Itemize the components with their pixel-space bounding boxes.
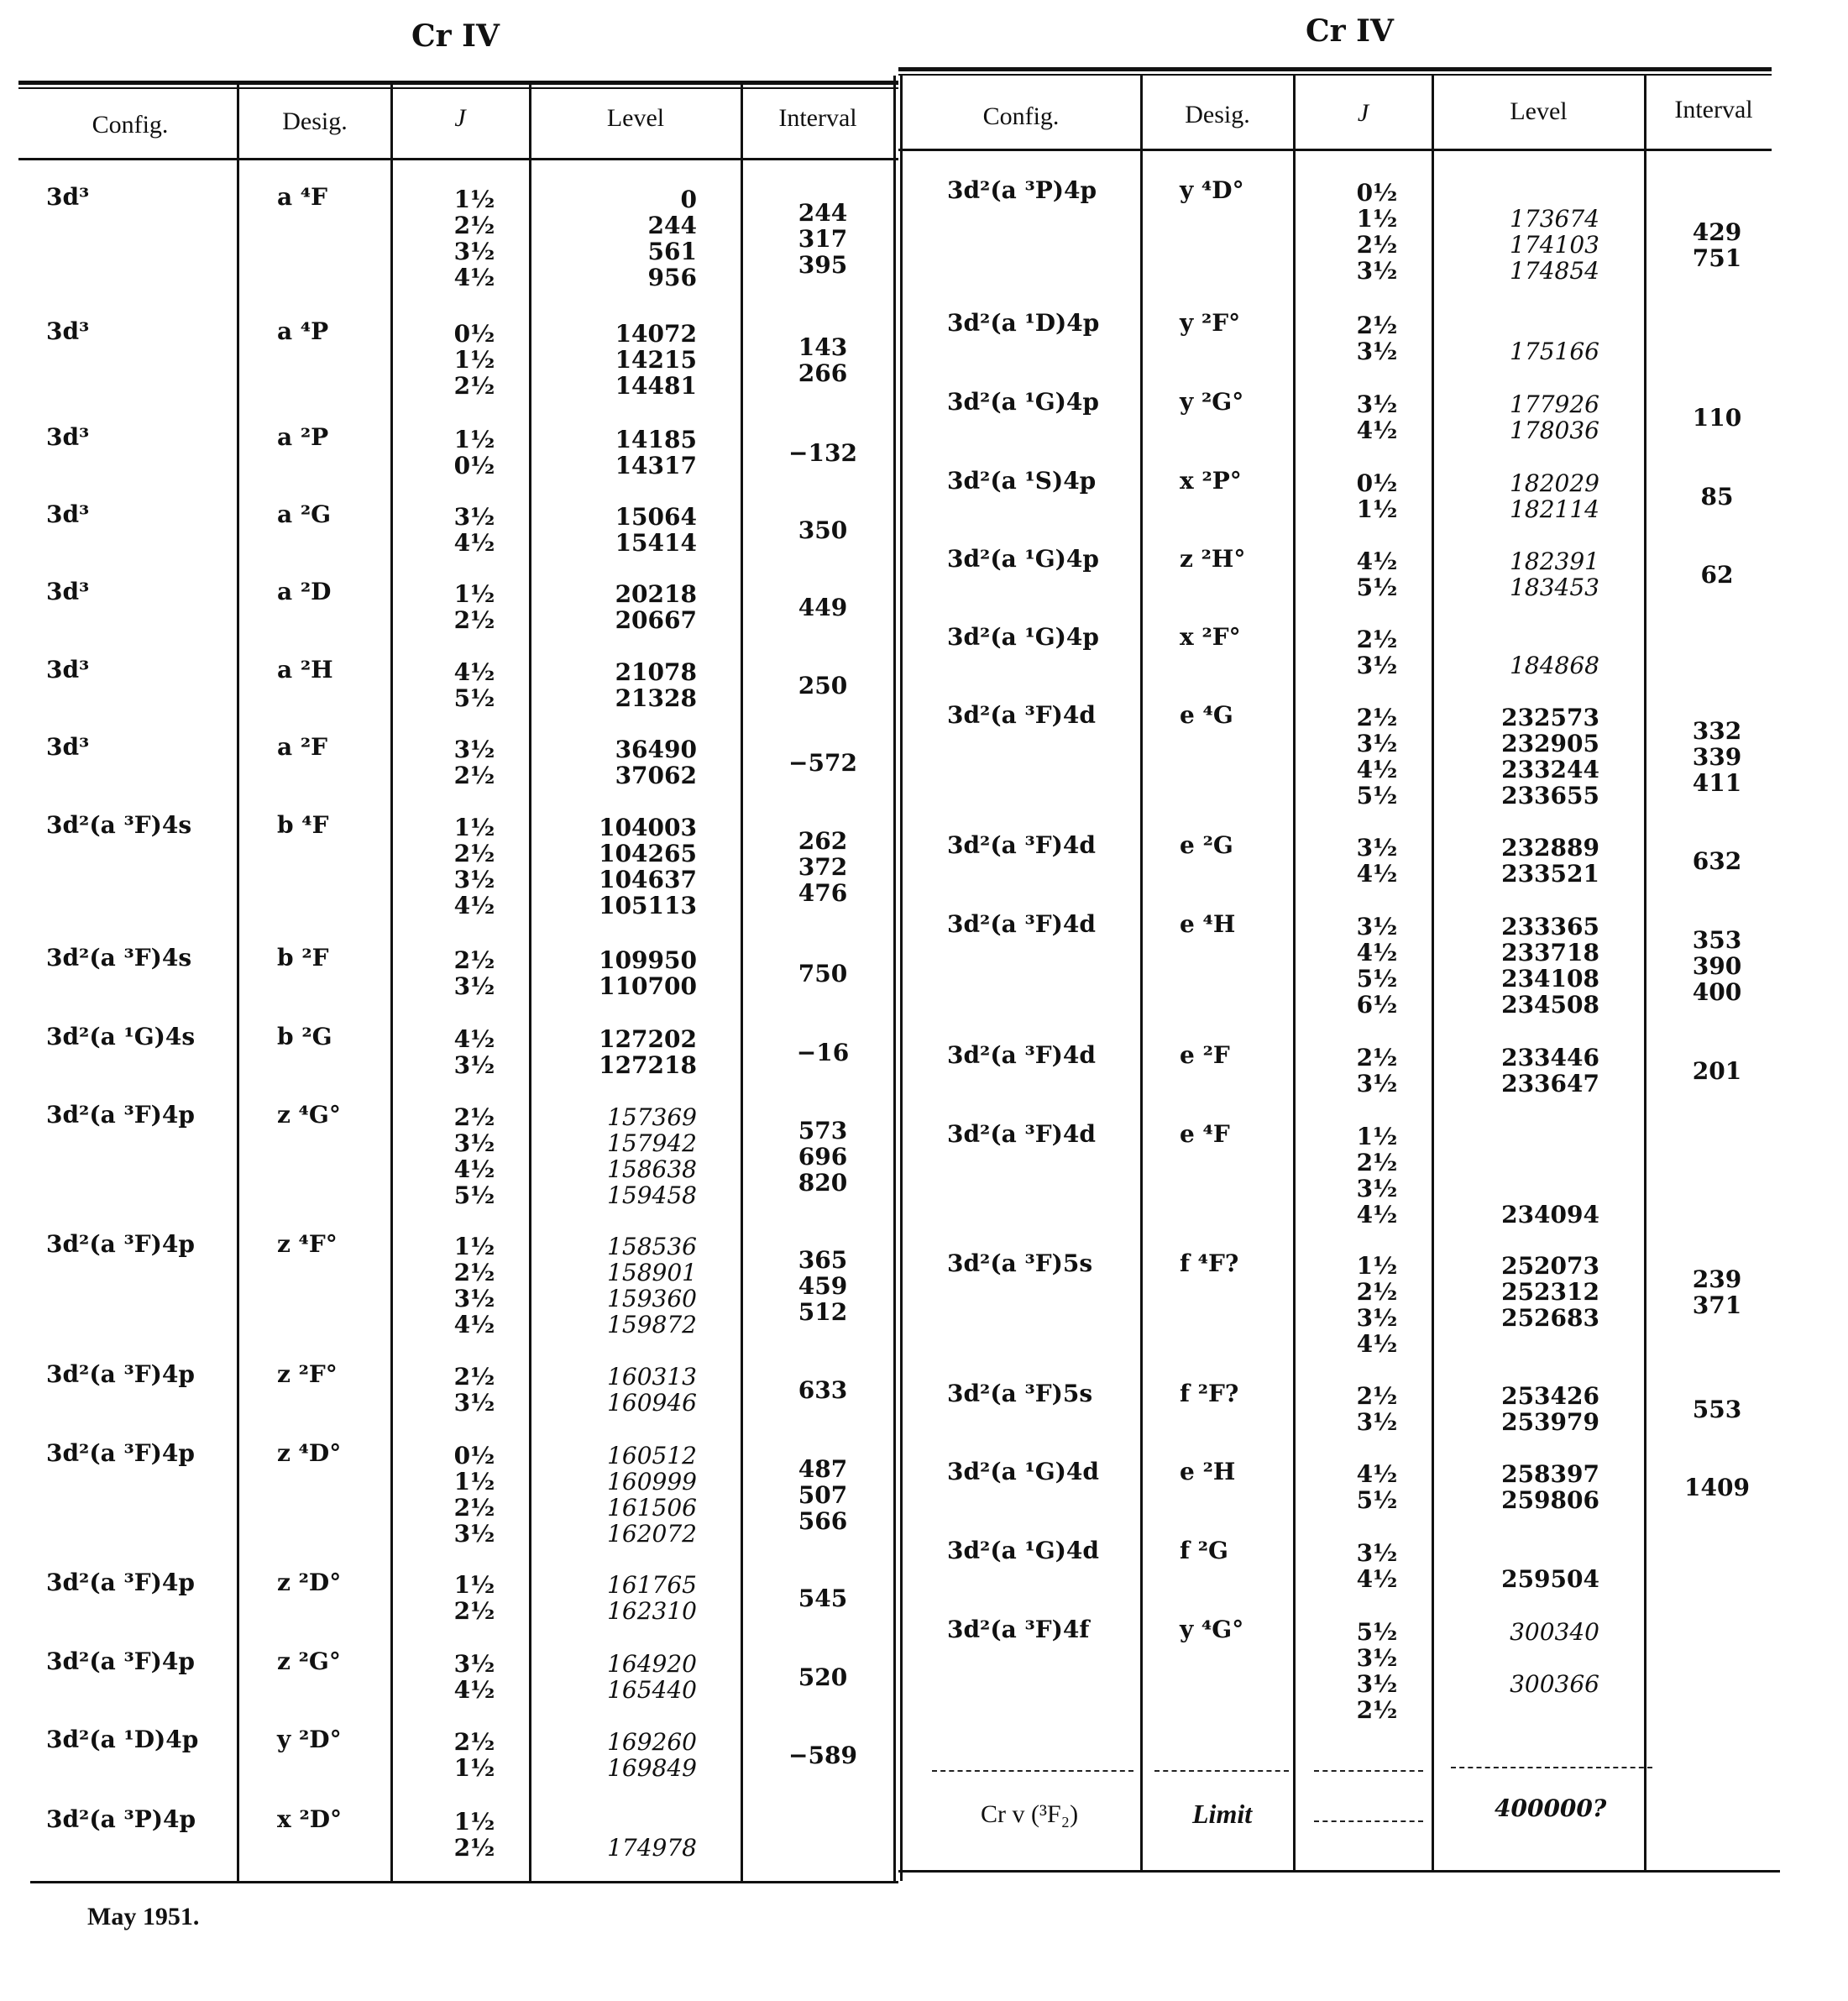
row-designation: a ⁴P [277,317,329,345]
row-j-values: 5½ 3½ 3½ 2½ [1356,1618,1398,1724]
row-levels: 104003 104265 104637 105113 [599,814,697,919]
row-intervals: −132 [788,439,857,467]
row-designation: z ²H° [1180,545,1246,573]
header-j: J [1357,99,1369,127]
row-designation: b ⁴F [277,811,329,839]
row-j-values: 2½ 3½ [1356,312,1398,365]
row-config: 3d²(a ¹G)4p [947,388,1099,416]
row-config: 3d²(a ¹G)4d [947,1537,1099,1564]
row-intervals: −572 [788,749,857,777]
row-levels: 300340 300366 [1510,1618,1599,1698]
row-config: 3d²(a ³P)4p [46,1805,196,1833]
footer-date: May 1951. [87,1903,200,1930]
col-divider [1644,74,1646,1871]
row-j-values: 4½ 3½ [453,1025,495,1079]
row-intervals: 632 [1692,847,1742,875]
row-intervals: −589 [788,1742,857,1769]
row-designation: x ²F° [1180,623,1241,651]
row-config: 3d²(a ³F)4f [947,1616,1090,1643]
top-rule-right-thick [898,67,1772,71]
limit-j-dashes [1314,1820,1423,1822]
row-config: 3d³ [46,656,90,684]
row-j-values: 3½ 4½ 5½ 6½ [1356,913,1398,1019]
row-designation: z ⁴G° [277,1101,341,1129]
row-config: 3d²(a ¹D)4p [46,1726,199,1753]
row-designation: e ⁴H [1180,910,1236,938]
row-intervals: 239 371 [1692,1265,1742,1319]
row-levels: 160512 160999 161506 162072 [607,1442,697,1548]
row-designation: f ²F? [1180,1380,1239,1407]
row-config: 3d²(a ³P)4p [947,176,1097,204]
row-designation: x ²P° [1180,467,1242,495]
row-designation: e ²G [1180,831,1233,859]
limit-level: 400000? [1495,1794,1607,1822]
row-intervals: 201 [1692,1057,1742,1085]
row-designation: b ²G [277,1023,332,1050]
limit-dashes [1451,1767,1652,1768]
row-designation: e ⁴F [1180,1120,1230,1148]
row-designation: a ²D [277,578,332,605]
row-config: 3d²(a ¹G)4p [947,623,1099,651]
row-j-values: 3½ 4½ [1356,834,1398,888]
row-designation: a ²H [277,656,333,684]
row-intervals: 429 751 [1692,218,1742,272]
row-j-values: 0½ 1½ [1356,469,1398,523]
row-j-values: 1½ 2½ 3½ 4½ [1356,1123,1398,1228]
bottom-rule-left [30,1881,898,1883]
row-config: 3d³ [46,733,90,761]
row-levels: 36490 37062 [615,736,697,789]
row-designation: y ²F° [1180,309,1241,337]
row-intervals: 262 372 476 [798,827,848,907]
row-j-values: 1½ 2½ 3½ 4½ [453,814,495,919]
row-j-values: 4½ 5½ [453,658,495,712]
row-intervals: 62 [1700,561,1734,589]
row-intervals: 365 459 512 [798,1246,848,1326]
top-rule-right-thin [898,74,1772,76]
row-intervals: 244 317 395 [798,199,848,279]
row-config: 3d²(a ³F)4p [46,1360,195,1388]
header-level: Level [1510,97,1568,125]
row-designation: x ²D° [277,1805,342,1833]
row-intervals: 1409 [1684,1474,1750,1501]
row-designation: z ²D° [277,1569,342,1596]
row-designation: z ⁴F° [277,1230,338,1258]
row-designation: e ⁴G [1180,701,1233,729]
header-config: Config. [92,111,169,139]
row-config: 3d³ [46,578,90,605]
row-j-values: 1½ 0½ [453,426,495,479]
row-config: 3d³ [46,423,90,451]
row-config: 3d²(a ³F)4p [46,1230,195,1258]
limit-dashes [932,1770,1133,1772]
row-intervals: −16 [796,1039,850,1066]
header-interval: Interval [1674,96,1753,123]
row-levels: 21078 21328 [615,658,697,712]
row-levels: 184868 [1510,652,1599,679]
row-designation: e ²H [1180,1458,1236,1485]
row-config: 3d²(a ³F)4d [947,701,1096,729]
row-designation: y ²D° [277,1726,342,1753]
row-j-values: 3½ 2½ [453,736,495,789]
row-levels: 15064 15414 [615,503,697,557]
row-j-values: 3½ 4½ [1356,390,1398,444]
row-levels: 20218 20667 [615,580,697,634]
row-config: 3d²(a ³F)5s [947,1380,1093,1407]
col-divider [1432,74,1434,1871]
row-config: 3d²(a ¹G)4s [46,1023,196,1050]
row-designation: z ²G° [277,1647,341,1675]
row-j-values: 1½ 2½ 3½ 4½ [453,1233,495,1338]
row-intervals: 520 [798,1663,848,1691]
row-config: 3d²(a ³F)4d [947,1120,1096,1148]
row-config: 3d²(a ³F)4d [947,910,1096,938]
row-designation: f ²G [1180,1537,1228,1564]
row-j-values: 0½ 1½ 2½ [453,320,495,400]
row-levels: 14072 14215 14481 [615,320,697,400]
col-divider [529,84,531,1883]
header-rule-right [898,149,1772,151]
row-levels: 175166 [1510,338,1599,365]
row-levels: 157369 157942 158638 159458 [607,1103,697,1209]
row-designation: b ²F [277,944,329,972]
row-levels: 253426 253979 [1501,1382,1599,1436]
col-divider-double [893,76,896,1881]
row-j-values: 2½ 3½ 4½ 5½ [453,1103,495,1209]
limit-dashes [1154,1770,1289,1772]
row-levels: 169260 169849 [607,1728,697,1782]
row-j-values: 2½ 3½ [453,946,495,1000]
row-levels: 160313 160946 [607,1363,697,1417]
row-j-values: 3½ 4½ [1356,1539,1398,1593]
row-intervals: 85 [1700,483,1734,511]
header-rule-left [18,158,898,160]
row-config: 3d²(a ³F)4d [947,1041,1096,1069]
row-config: 3d²(a ³F)4p [46,1647,195,1675]
row-levels: 233446 233647 [1501,1044,1599,1097]
row-config: 3d²(a ³F)4d [947,831,1096,859]
row-config: 3d²(a ³F)4s [46,811,192,839]
row-j-values: 1½ 2½ [453,580,495,634]
row-intervals: 110 [1692,404,1742,432]
row-j-values: 3½ 4½ [453,1650,495,1704]
bottom-rule-right [898,1870,1780,1873]
row-j-values: 2½ 3½ [1356,1382,1398,1436]
row-intervals: 750 [798,960,848,987]
row-j-values: 2½ 3½ [1356,626,1398,679]
row-intervals: 350 [798,516,848,544]
row-levels: 109950 110700 [599,946,697,1000]
row-config: 3d³ [46,183,90,211]
col-divider [1293,74,1296,1871]
row-intervals: 332 339 411 [1692,717,1742,797]
header-interval: Interval [778,104,857,132]
row-j-values: 2½ 1½ [453,1728,495,1782]
row-levels: 164920 165440 [607,1650,697,1704]
row-designation: y ⁴G° [1180,1616,1244,1643]
row-designation: f ⁴F? [1180,1249,1239,1277]
row-levels: 127202 127218 [599,1025,697,1079]
row-config: 3d²(a ³F)4s [46,944,192,972]
row-j-values: 3½ 4½ [453,503,495,557]
row-levels: 234094 [1501,1201,1599,1228]
row-intervals: 353 390 400 [1692,926,1742,1006]
row-levels: 252073 252312 252683 [1501,1252,1599,1332]
row-config: 3d²(a ¹G)4d [947,1458,1099,1485]
row-j-values: 1½ 2½ [453,1571,495,1625]
row-levels: 182391 183453 [1510,547,1599,601]
row-levels: 158536 158901 159360 159872 [607,1233,697,1338]
col-divider [390,84,393,1883]
row-j-values: 4½ 5½ [1356,547,1398,601]
row-config: 3d²(a ¹S)4p [947,467,1097,495]
row-intervals: 143 266 [798,333,848,387]
row-config: 3d²(a ³F)5s [947,1249,1093,1277]
row-intervals: 449 [798,594,848,621]
row-j-values: 0½ 1½ 2½ 3½ [1356,179,1398,285]
col-divider-double [900,76,903,1881]
row-designation: a ⁴F [277,183,328,211]
row-levels: 259504 [1501,1565,1599,1593]
title-right: Cr IV [1306,13,1394,49]
row-intervals: 633 [798,1376,848,1404]
row-j-values: 4½ 5½ [1356,1460,1398,1514]
row-intervals: 553 [1692,1396,1742,1423]
row-j-values: 1½ 2½ [453,1808,495,1862]
row-levels: 258397 259806 [1501,1460,1599,1514]
row-config: 3d²(a ¹D)4p [947,309,1100,337]
limit-config: Cr v (³F₂) [981,1800,1079,1828]
row-j-values: 2½ 3½ [453,1363,495,1417]
row-intervals: 250 [798,672,848,699]
row-designation: y ²G° [1180,388,1244,416]
row-config: 3d²(a ¹G)4p [947,545,1099,573]
row-levels: 14185 14317 [615,426,697,479]
header-level: Level [606,104,665,132]
limit-desig: Limit [1192,1799,1253,1829]
row-j-values: 1½ 2½ 3½ 4½ [1356,1252,1398,1358]
row-designation: a ²F [277,733,328,761]
row-config: 3d²(a ³F)4p [46,1439,195,1467]
row-config: 3d³ [46,500,90,528]
row-designation: y ⁴D° [1180,176,1244,204]
row-config: 3d²(a ³F)4p [46,1569,195,1596]
header-j: J [454,104,466,132]
top-rule-left-thin [18,87,898,89]
row-intervals: 487 507 566 [798,1455,848,1535]
row-levels: 161765 162310 [607,1571,697,1625]
top-rule-left-thick [18,81,898,85]
col-divider [741,84,743,1883]
col-divider [237,84,239,1883]
row-intervals: 545 [798,1585,848,1612]
row-designation: z ⁴D° [277,1439,342,1467]
row-j-values: 0½ 1½ 2½ 3½ [453,1442,495,1548]
row-levels: 0 244 561 956 [647,186,697,291]
header-desig: Desig. [282,107,348,135]
row-config: 3d³ [46,317,90,345]
row-designation: z ²F° [277,1360,338,1388]
header-config: Config. [982,102,1060,130]
row-config: 3d²(a ³F)4p [46,1101,195,1129]
row-levels: 173674 174103 174854 [1510,205,1599,285]
row-j-values: 2½ 3½ [1356,1044,1398,1097]
row-intervals: 573 696 820 [798,1117,848,1197]
row-levels: 233365 233718 234108 234508 [1501,913,1599,1019]
col-divider [1140,74,1143,1871]
row-j-values: 1½ 2½ 3½ 4½ [453,186,495,291]
row-levels: 174978 [607,1834,697,1862]
header-desig: Desig. [1185,101,1250,128]
row-designation: a ²G [277,500,332,528]
row-designation: e ²F [1180,1041,1230,1069]
limit-dashes [1314,1770,1423,1772]
title-left: Cr IV [411,18,500,54]
row-levels: 232573 232905 233244 233655 [1501,704,1599,809]
row-levels: 177926 178036 [1510,390,1599,444]
row-levels: 232889 233521 [1501,834,1599,888]
row-designation: a ²P [277,423,329,451]
row-j-values: 2½ 3½ 4½ 5½ [1356,704,1398,809]
row-levels: 182029 182114 [1510,469,1599,523]
